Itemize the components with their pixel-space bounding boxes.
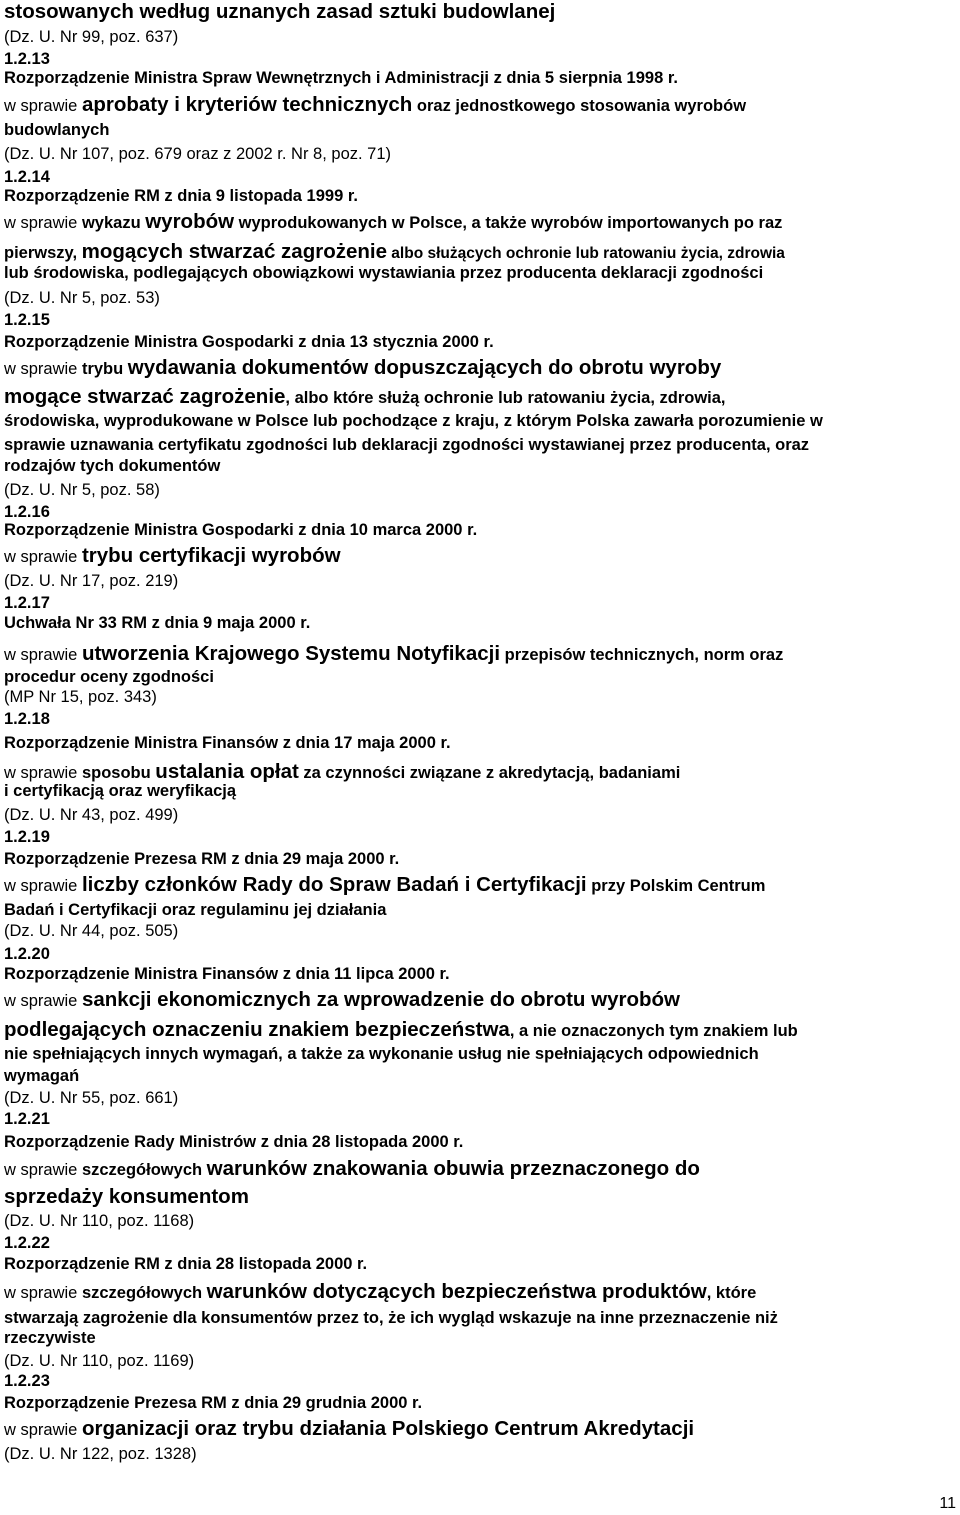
text-segment: Rozporządzenie Ministra Gospodarki z dnia 10 marca 2000 r. <box>4 521 478 539</box>
text-line <box>4 850 399 870</box>
text-line <box>4 760 680 785</box>
text-segment: trybu certyfikacji wyrobów <box>81 544 341 567</box>
text-segment: wykazu <box>81 214 146 232</box>
text-segment: (Dz. U. Nr 5, poz. 58) <box>4 481 160 499</box>
text-segment: w sprawie <box>4 214 82 232</box>
text-line <box>4 187 358 207</box>
text-line <box>4 1185 249 1210</box>
text-line <box>4 668 214 688</box>
text-line <box>4 503 50 523</box>
text-segment: w sprawie <box>4 97 82 115</box>
text-line <box>4 168 50 188</box>
text-segment: (Dz. U. Nr 107, poz. 679 oraz z 2002 r. Nr 8, poz. 71) <box>4 145 392 163</box>
text-segment: w sprawie <box>4 992 82 1010</box>
text-line <box>4 385 726 410</box>
text-segment: wyrobów <box>145 210 235 233</box>
text-segment: przy Polskim Centrum <box>586 877 766 895</box>
text-segment: przepisów technicznych, norm oraz <box>500 646 784 664</box>
text-segment: szczegółowych <box>81 1284 207 1302</box>
text-segment: aprobaty i kryteriów technicznych <box>81 93 413 116</box>
text-segment: 1.2.20 <box>4 945 50 963</box>
text-segment: Rozporządzenie Ministra Finansów z dnia 11 lipca 2000 r. <box>4 965 450 983</box>
text-line <box>4 544 341 569</box>
text-segment: warunków dotyczących bezpieczeństwa produktów <box>206 1280 707 1303</box>
text-segment: nie spełniających innych wymagań, a także za wykonanie usług nie spełniających odpowiednich <box>4 1045 759 1063</box>
text-segment: 1.2.18 <box>4 710 50 728</box>
text-line <box>4 210 782 235</box>
text-line <box>4 1133 463 1153</box>
text-line <box>4 412 823 432</box>
text-line <box>4 1309 778 1329</box>
text-segment: stwarzają zagrożenie dla konsumentów przez to, że ich wygląd wskazuje na inne przeznaczenie niż <box>4 1309 778 1327</box>
text-segment: w sprawie <box>4 1284 82 1302</box>
text-segment: lub środowiska, podlegających obowiązkowi wystawiania przez producenta deklaracji zgodności <box>4 264 764 282</box>
text-line <box>4 1110 50 1130</box>
text-segment: (Dz. U. Nr 55, poz. 661) <box>4 1089 179 1107</box>
text-segment: 1.2.23 <box>4 1372 50 1390</box>
text-segment: (Dz. U. Nr 99, poz. 637) <box>4 28 179 46</box>
text-line <box>4 93 746 118</box>
text-segment: warunków znakowania obuwia przeznaczonego do <box>206 1157 700 1180</box>
text-segment: , a nie oznaczonych tym znakiem lub <box>509 1022 798 1040</box>
text-line <box>4 50 50 70</box>
text-line <box>4 688 157 708</box>
text-line <box>4 1089 178 1109</box>
text-segment: Rozporządzenie RM z dnia 9 listopada 1999 r. <box>4 187 358 205</box>
text-line <box>4 988 680 1013</box>
text-segment: sprawie uznawania certyfikatu zgodności lub deklaracji zgodności wystawianej przez producenta, oraz <box>4 436 810 454</box>
text-segment: sprzedaży konsumentom <box>4 1185 249 1208</box>
text-segment: rzeczywiste <box>4 1329 96 1347</box>
text-segment: trybu <box>81 360 128 378</box>
text-segment: stosowanych według uznanych zasad sztuki budowlanej <box>4 0 556 23</box>
text-line <box>4 572 178 592</box>
text-segment: organizacji oraz trybu działania Polskiego Centrum Akredytacji <box>81 1417 695 1440</box>
text-line <box>4 356 721 381</box>
text-segment: w sprawie <box>4 764 82 782</box>
text-segment: pierwszy, <box>4 244 82 262</box>
text-segment: Rozporządzenie Prezesa RM z dnia 29 grudnia 2000 r. <box>4 1394 423 1412</box>
text-segment: (Dz. U. Nr 110, poz. 1168) <box>4 1212 195 1230</box>
text-line <box>4 436 809 456</box>
text-line <box>4 873 765 898</box>
text-line <box>4 1329 96 1349</box>
text-segment: w sprawie <box>4 877 82 895</box>
text-segment: wyprodukowanych w Polsce, a także wyrobów importowanych po raz <box>234 214 783 232</box>
text-segment: Rozporządzenie Ministra Finansów z dnia 17 maja 2000 r. <box>4 734 451 752</box>
text-segment: utworzenia Krajowego Systemu Notyfikacji <box>81 642 501 665</box>
text-line <box>4 1018 798 1043</box>
text-line <box>4 0 555 25</box>
text-segment: Rozporządzenie Ministra Gospodarki z dnia 13 stycznia 2000 r. <box>4 333 494 351</box>
text-segment: sposobu <box>81 764 156 782</box>
text-line <box>4 1255 367 1275</box>
text-line <box>4 28 178 48</box>
text-segment: , które <box>706 1284 757 1302</box>
text-segment: oraz jednostkowego stosowania wyrobów <box>412 97 747 115</box>
text-line <box>4 1212 194 1232</box>
text-segment: (Dz. U. Nr 17, poz. 219) <box>4 572 179 590</box>
text-segment: rodzajów tych dokumentów <box>4 457 221 475</box>
text-segment: w sprawie <box>4 360 82 378</box>
text-segment: (Dz. U. Nr 5, poz. 53) <box>4 289 160 307</box>
text-line <box>4 145 391 165</box>
text-segment: ustalania opłat <box>155 760 299 783</box>
text-line <box>4 806 178 826</box>
text-line <box>4 828 50 848</box>
text-line <box>4 594 50 614</box>
text-segment: 1.2.15 <box>4 311 50 329</box>
text-segment: Badań i Certyfikacji oraz regulaminu jej działania <box>4 901 387 919</box>
text-line <box>4 922 178 942</box>
text-line <box>4 734 451 754</box>
text-line <box>4 1417 694 1442</box>
text-line <box>4 521 477 541</box>
text-segment: , albo które służą ochronie lub ratowaniu życia, zdrowia, <box>285 389 726 407</box>
text-segment: w sprawie <box>4 1161 82 1179</box>
text-line <box>4 965 450 985</box>
text-line <box>4 1234 50 1254</box>
text-segment: 1.2.14 <box>4 168 50 186</box>
text-segment: (Dz. U. Nr 110, poz. 1169) <box>4 1352 195 1370</box>
text-segment: procedur oceny zgodności <box>4 668 214 686</box>
text-line <box>4 1280 756 1305</box>
text-segment: Rozporządzenie Ministra Spraw Wewnętrznych i Administracji z dnia 5 sierpnia 1998 r. <box>4 69 678 87</box>
text-line <box>4 782 236 802</box>
text-segment: za czynności związane z akredytacją, badaniami <box>298 764 681 782</box>
text-line <box>4 481 160 501</box>
text-line <box>4 1394 422 1414</box>
text-segment: 1.2.22 <box>4 1234 50 1252</box>
text-segment: mogących stwarzać zagrożenie <box>81 240 387 263</box>
text-line <box>4 642 783 667</box>
text-segment: mogące stwarzać zagrożenie <box>4 385 286 408</box>
text-segment: budowlanych <box>4 121 110 139</box>
text-segment: wydawania dokumentów dopuszczających do obrotu wyroby <box>127 356 722 379</box>
text-segment: w sprawie <box>4 1421 82 1439</box>
text-segment: 1.2.21 <box>4 1110 50 1128</box>
text-segment: wymagań <box>4 1067 80 1085</box>
text-segment: 1.2.13 <box>4 50 50 68</box>
text-line <box>4 69 678 89</box>
text-segment: 1.2.19 <box>4 828 50 846</box>
text-line <box>4 264 763 284</box>
text-line <box>4 1445 197 1465</box>
text-segment: (Dz. U. Nr 44, poz. 505) <box>4 922 179 940</box>
text-segment: i certyfikacją oraz weryfikacją <box>4 782 237 800</box>
text-segment: Rozporządzenie Rady Ministrów z dnia 28 listopada 2000 r. <box>4 1133 464 1151</box>
text-line <box>4 945 50 965</box>
text-line <box>4 333 494 353</box>
text-segment: szczegółowych <box>81 1161 207 1179</box>
text-line <box>4 1157 700 1182</box>
text-line <box>4 710 50 730</box>
text-segment: 1.2.17 <box>4 594 50 612</box>
text-segment: sankcji ekonomicznych za wprowadzenie do obrotu wyrobów <box>81 988 680 1011</box>
text-line <box>4 1372 50 1392</box>
text-segment: (MP Nr 15, poz. 343) <box>4 688 157 706</box>
text-segment: albo służących ochronie lub ratowaniu życia, zdrowia <box>387 245 785 262</box>
text-line <box>4 121 109 141</box>
text-segment: (Dz. U. Nr 43, poz. 499) <box>4 806 179 824</box>
text-segment: Rozporządzenie RM z dnia 28 listopada 2000 r. <box>4 1255 368 1273</box>
text-segment: środowiska, wyprodukowane w Polsce lub pochodzące z kraju, z którym Polska zawarła porozumienie w <box>4 412 823 430</box>
text-line <box>4 614 310 634</box>
text-segment: w sprawie <box>4 548 82 566</box>
text-segment: liczby członków Rady do Spraw Badań i Certyfikacji <box>81 873 587 896</box>
text-segment: 1.2.16 <box>4 503 50 521</box>
text-segment: Uchwała Nr 33 RM z dnia 9 maja 2000 r. <box>4 614 311 632</box>
text-line <box>4 311 50 331</box>
text-line <box>4 1067 79 1087</box>
text-line <box>4 1352 194 1372</box>
text-line <box>4 1045 759 1065</box>
text-segment: w sprawie <box>4 646 82 664</box>
text-line <box>4 240 785 265</box>
text-segment: (Dz. U. Nr 122, poz. 1328) <box>4 1445 197 1463</box>
text-segment: Rozporządzenie Prezesa RM z dnia 29 maja 2000 r. <box>4 850 400 868</box>
text-line <box>4 289 160 309</box>
text-line <box>4 901 386 921</box>
text-line <box>4 457 220 477</box>
text-segment: podlegających oznaczeniu znakiem bezpieczeństwa <box>4 1018 510 1041</box>
page-number: 11 <box>939 1495 956 1512</box>
